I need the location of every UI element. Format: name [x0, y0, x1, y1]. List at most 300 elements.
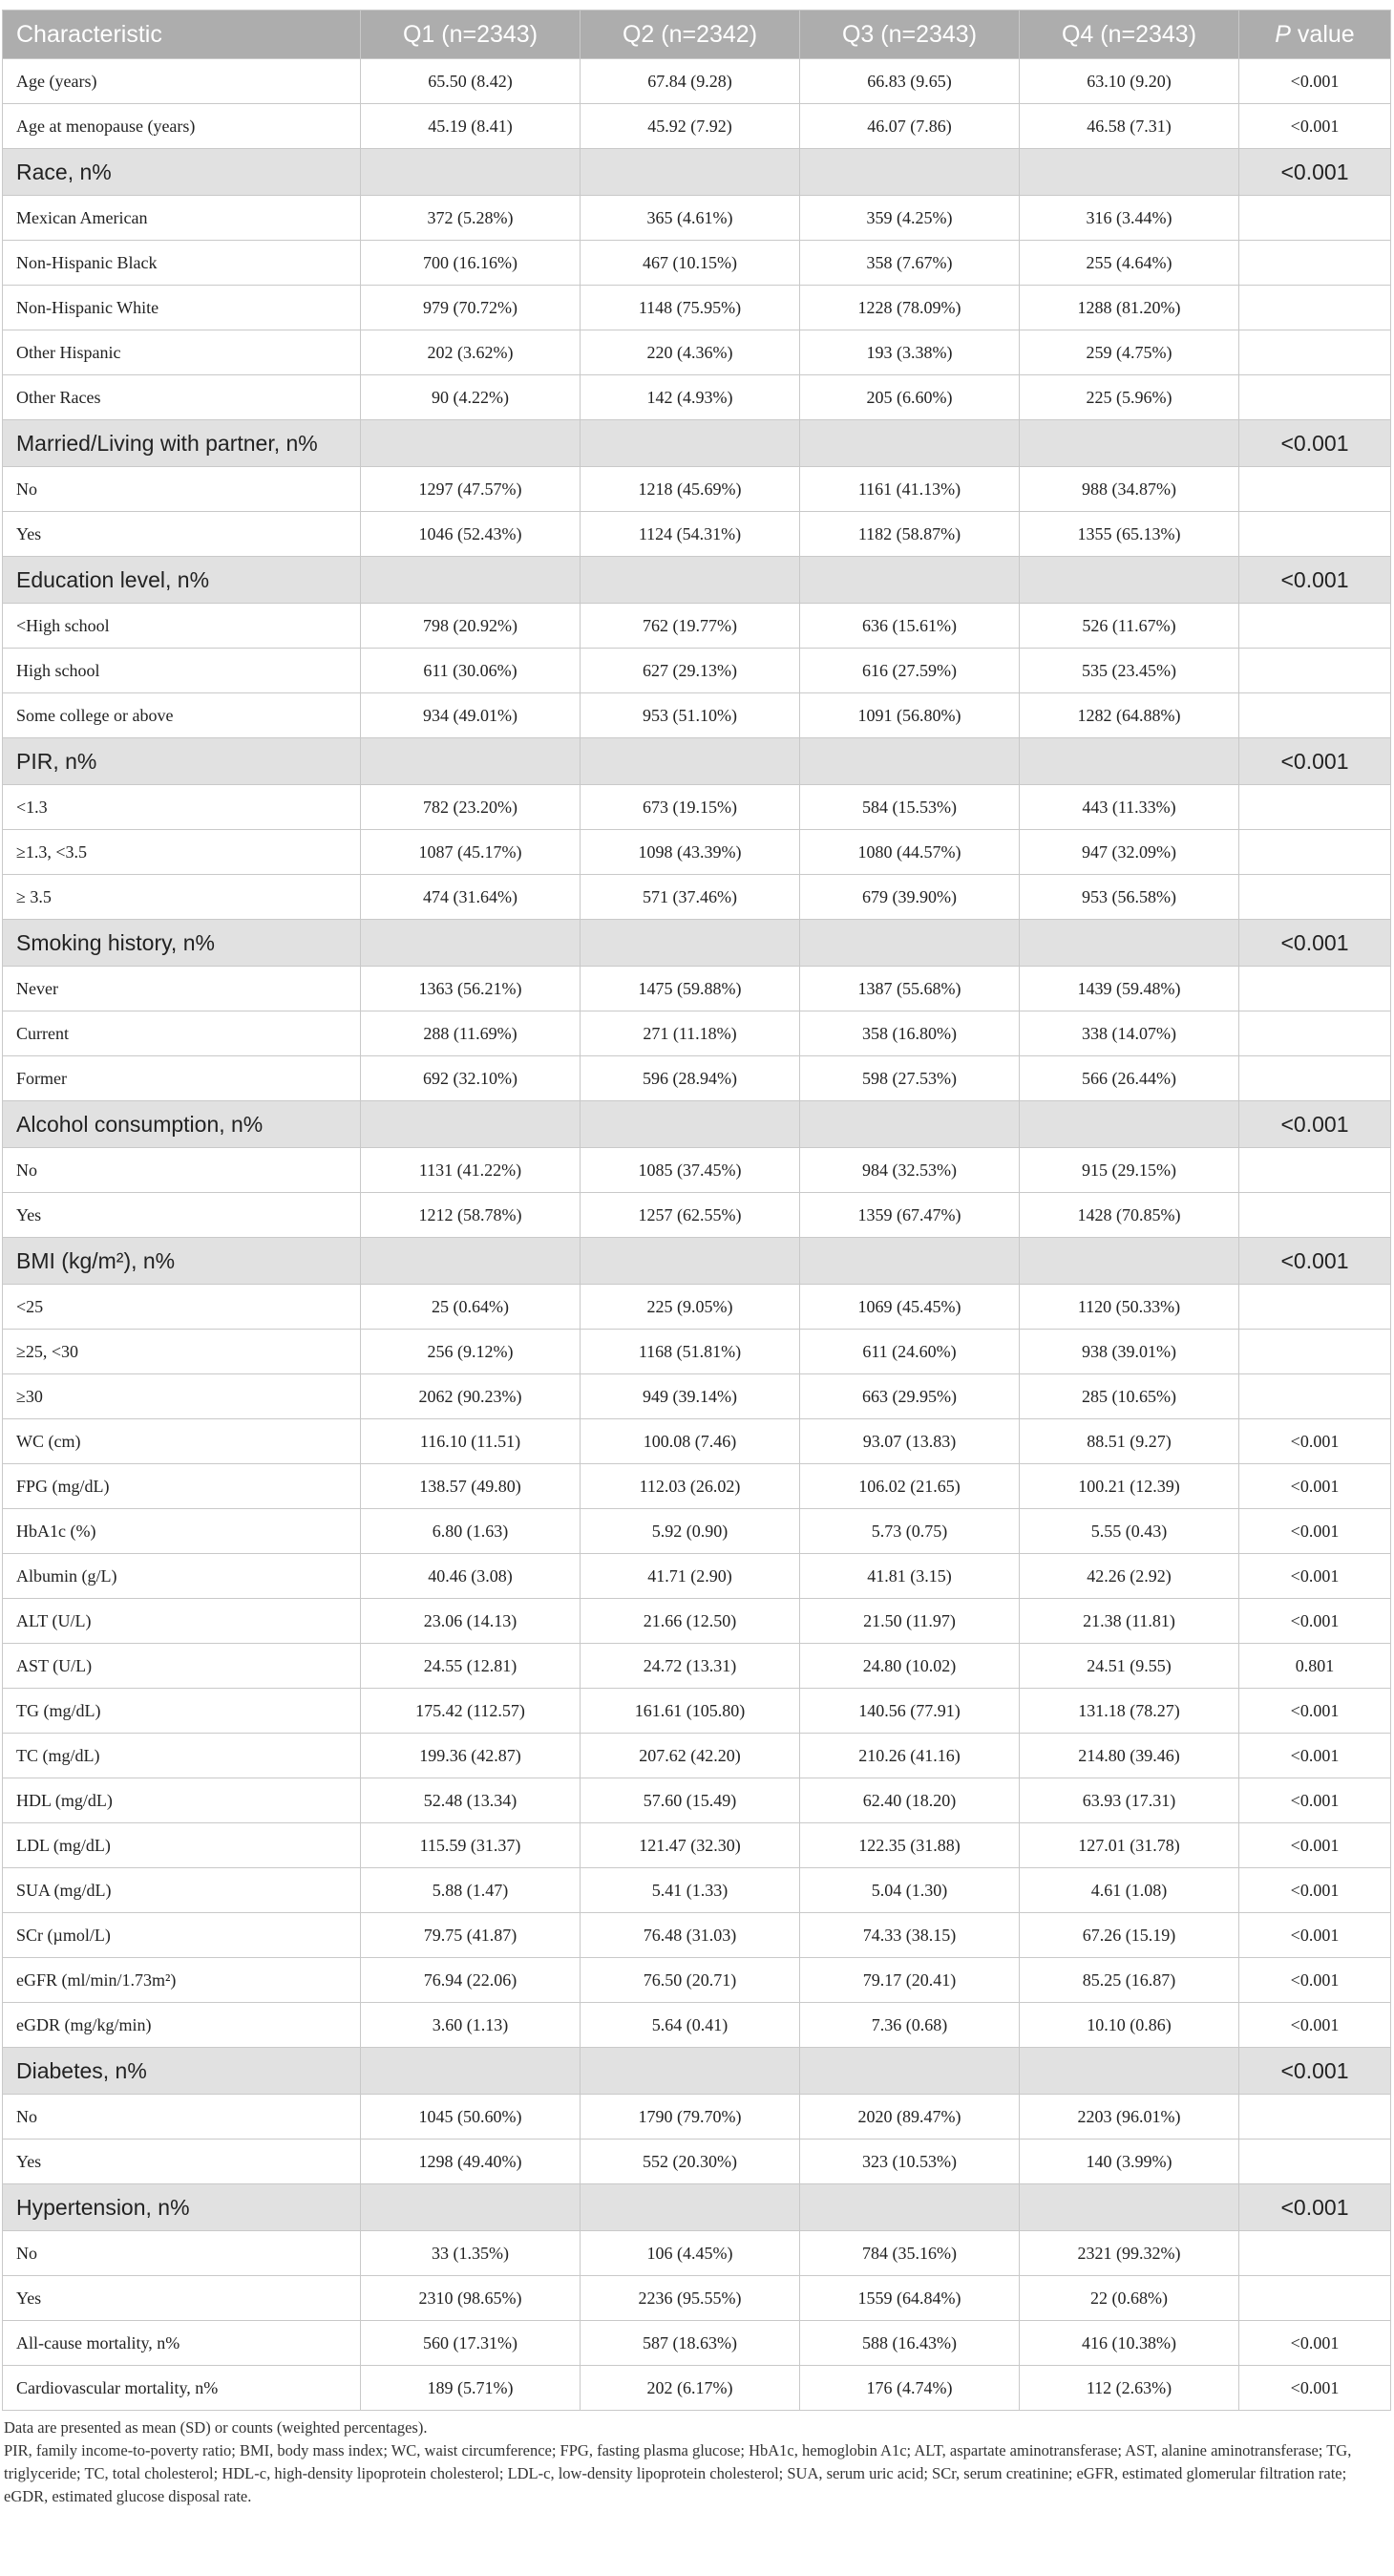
cell-p-value: <0.001	[1239, 420, 1391, 467]
cell-characteristic: <High school	[3, 604, 361, 649]
cell-p-value: <0.001	[1239, 1823, 1391, 1868]
cell-q4	[1020, 920, 1239, 967]
cell-p-value	[1239, 1374, 1391, 1419]
cell-p-value: <0.001	[1239, 2003, 1391, 2048]
cell-q3: 79.17 (20.41)	[800, 1958, 1020, 2003]
table-row	[3, 785, 1391, 830]
cell-p-value	[1239, 875, 1391, 920]
table-row	[3, 104, 1391, 149]
cell-characteristic: No	[3, 1148, 361, 1193]
section-header-row	[3, 149, 1391, 196]
cell-q3: 205 (6.60%)	[800, 375, 1020, 420]
cell-p-value	[1239, 286, 1391, 330]
cell-q4: 10.10 (0.86)	[1020, 2003, 1239, 2048]
section-header-row	[3, 1101, 1391, 1148]
cell-characteristic: Non-Hispanic White	[3, 286, 361, 330]
cell-q2: 1218 (45.69%)	[581, 467, 800, 512]
header-p-rest: value	[1290, 20, 1355, 48]
cell-q4: 63.93 (17.31)	[1020, 1778, 1239, 1823]
cell-q2: 1475 (59.88%)	[581, 967, 800, 1011]
cell-q2: 207.62 (42.20)	[581, 1734, 800, 1778]
table-row	[3, 1011, 1391, 1056]
cell-q2: 202 (6.17%)	[581, 2366, 800, 2411]
cell-q1: 115.59 (31.37)	[361, 1823, 581, 1868]
cell-q3	[800, 557, 1020, 604]
cell-q3: 7.36 (0.68)	[800, 2003, 1020, 2048]
cell-p-value: <0.001	[1239, 1238, 1391, 1285]
cell-q4: 214.80 (39.46)	[1020, 1734, 1239, 1778]
cell-q4: 255 (4.64%)	[1020, 241, 1239, 286]
cell-characteristic: All-cause mortality, n%	[3, 2321, 361, 2366]
cell-q2: 571 (37.46%)	[581, 875, 800, 920]
table-row	[3, 1509, 1391, 1554]
cell-p-value	[1239, 2140, 1391, 2184]
cell-p-value: <0.001	[1239, 1958, 1391, 2003]
cell-p-value: <0.001	[1239, 2184, 1391, 2231]
cell-p-value: <0.001	[1239, 2048, 1391, 2095]
cell-q2: 271 (11.18%)	[581, 1011, 800, 1056]
cell-q2: 673 (19.15%)	[581, 785, 800, 830]
cell-q1	[361, 2184, 581, 2231]
header-q3: Q3 (n=2343)	[800, 11, 1020, 59]
cell-q1: 782 (23.20%)	[361, 785, 581, 830]
cell-q1: 199.36 (42.87)	[361, 1734, 581, 1778]
cell-q3	[800, 920, 1020, 967]
cell-q1: 76.94 (22.06)	[361, 1958, 581, 2003]
cell-p-value	[1239, 1011, 1391, 1056]
cell-characteristic: HDL (mg/dL)	[3, 1778, 361, 1823]
cell-q4: 953 (56.58%)	[1020, 875, 1239, 920]
cell-q1	[361, 1238, 581, 1285]
cell-q4: 443 (11.33%)	[1020, 785, 1239, 830]
cell-q3: 1387 (55.68%)	[800, 967, 1020, 1011]
cell-characteristic: No	[3, 2231, 361, 2276]
table-row	[3, 1734, 1391, 1778]
cell-q2: 225 (9.05%)	[581, 1285, 800, 1330]
cell-q3: 21.50 (11.97)	[800, 1599, 1020, 1644]
cell-p-value: <0.001	[1239, 557, 1391, 604]
cell-characteristic: ≥1.3, <3.5	[3, 830, 361, 875]
cell-q3: 93.07 (13.83)	[800, 1419, 1020, 1464]
table-row	[3, 2003, 1391, 2048]
cell-characteristic: ≥30	[3, 1374, 361, 1419]
table-row	[3, 241, 1391, 286]
cell-q4: 4.61 (1.08)	[1020, 1868, 1239, 1913]
cell-p-value: <0.001	[1239, 2321, 1391, 2366]
cell-characteristic: Education level, n%	[3, 557, 361, 604]
cell-q2	[581, 1101, 800, 1148]
header-characteristic: Characteristic	[3, 11, 361, 59]
cell-q3: 598 (27.53%)	[800, 1056, 1020, 1101]
cell-q4: 100.21 (12.39)	[1020, 1464, 1239, 1509]
cell-p-value: <0.001	[1239, 1868, 1391, 1913]
cell-q2: 161.61 (105.80)	[581, 1689, 800, 1734]
cell-q2: 762 (19.77%)	[581, 604, 800, 649]
cell-q2: 5.64 (0.41)	[581, 2003, 800, 2048]
cell-q2: 112.03 (26.02)	[581, 1464, 800, 1509]
table-row	[3, 1554, 1391, 1599]
cell-characteristic: Some college or above	[3, 693, 361, 738]
cell-q2	[581, 149, 800, 196]
cell-q2: 41.71 (2.90)	[581, 1554, 800, 1599]
table-row	[3, 1193, 1391, 1238]
table-row	[3, 196, 1391, 241]
cell-q2: 949 (39.14%)	[581, 1374, 800, 1419]
cell-q4: 88.51 (9.27)	[1020, 1419, 1239, 1464]
cell-q3: 611 (24.60%)	[800, 1330, 1020, 1374]
cell-q1	[361, 1101, 581, 1148]
cell-q1: 90 (4.22%)	[361, 375, 581, 420]
footnote-abbreviations: PIR, family income-to-poverty ratio; BMI, body mass index; WC, waist circumference; FPG, fasting plasma glucose; HbA1c, hemoglobin A1c; ALT, aspartate aminotransferase; AST, alanine aminotransferase; TG, triglyceride; TC, total cholesterol; HDL-c, high-density lipoprotein cholesterol; LDL-c, low-density lipoprotein cholesterol; SUA, serum uric acid; SCr, serum creatinine; eGFR, estimated glomerular filtration rate; eGDR, estimated glucose disposal rate.	[4, 2441, 1352, 2505]
cell-q4	[1020, 557, 1239, 604]
cell-q3: 1559 (64.84%)	[800, 2276, 1020, 2321]
baseline-characteristics-table	[2, 10, 1391, 2411]
cell-p-value: <0.001	[1239, 1509, 1391, 1554]
cell-q1: 256 (9.12%)	[361, 1330, 581, 1374]
cell-characteristic: BMI (kg/m²), n%	[3, 1238, 361, 1285]
table-row	[3, 286, 1391, 330]
cell-q1: 2062 (90.23%)	[361, 1374, 581, 1419]
cell-q1: 560 (17.31%)	[361, 2321, 581, 2366]
cell-characteristic: Age at menopause (years)	[3, 104, 361, 149]
cell-q2: 587 (18.63%)	[581, 2321, 800, 2366]
cell-q4: 112 (2.63%)	[1020, 2366, 1239, 2411]
cell-q2	[581, 2048, 800, 2095]
cell-q1: 1297 (47.57%)	[361, 467, 581, 512]
cell-q4: 127.01 (31.78)	[1020, 1823, 1239, 1868]
table-row	[3, 1148, 1391, 1193]
cell-p-value: <0.001	[1239, 1464, 1391, 1509]
cell-q3: 663 (29.95%)	[800, 1374, 1020, 1419]
cell-p-value	[1239, 1330, 1391, 1374]
cell-characteristic: Former	[3, 1056, 361, 1101]
cell-q1: 6.80 (1.63)	[361, 1509, 581, 1554]
cell-q3: 323 (10.53%)	[800, 2140, 1020, 2184]
cell-q3: 62.40 (18.20)	[800, 1778, 1020, 1823]
cell-p-value	[1239, 2095, 1391, 2140]
cell-characteristic: Other Races	[3, 375, 361, 420]
table-row	[3, 1958, 1391, 2003]
cell-characteristic: Yes	[3, 1193, 361, 1238]
cell-q3: 1228 (78.09%)	[800, 286, 1020, 330]
table-row	[3, 2140, 1391, 2184]
cell-q4: 67.26 (15.19)	[1020, 1913, 1239, 1958]
cell-q2: 953 (51.10%)	[581, 693, 800, 738]
table-row	[3, 649, 1391, 693]
cell-q2: 220 (4.36%)	[581, 330, 800, 375]
cell-q2: 1257 (62.55%)	[581, 1193, 800, 1238]
cell-characteristic: ALT (U/L)	[3, 1599, 361, 1644]
table-body	[3, 59, 1391, 2411]
cell-q4	[1020, 1238, 1239, 1285]
cell-q1: 5.88 (1.47)	[361, 1868, 581, 1913]
cell-q1: 934 (49.01%)	[361, 693, 581, 738]
cell-q4: 5.55 (0.43)	[1020, 1509, 1239, 1554]
cell-q1: 24.55 (12.81)	[361, 1644, 581, 1689]
cell-p-value	[1239, 375, 1391, 420]
cell-q1: 474 (31.64%)	[361, 875, 581, 920]
cell-q2: 24.72 (13.31)	[581, 1644, 800, 1689]
cell-q4: 21.38 (11.81)	[1020, 1599, 1239, 1644]
cell-q4: 1355 (65.13%)	[1020, 512, 1239, 557]
cell-q2	[581, 2184, 800, 2231]
section-header-row	[3, 920, 1391, 967]
cell-characteristic: AST (U/L)	[3, 1644, 361, 1689]
cell-characteristic: ≥ 3.5	[3, 875, 361, 920]
cell-q1: 65.50 (8.42)	[361, 59, 581, 104]
cell-q4: 535 (23.45%)	[1020, 649, 1239, 693]
cell-q4: 988 (34.87%)	[1020, 467, 1239, 512]
cell-q4	[1020, 2184, 1239, 2231]
cell-q1: 1045 (50.60%)	[361, 2095, 581, 2140]
cell-q3	[800, 1238, 1020, 1285]
cell-q1	[361, 149, 581, 196]
cell-q1	[361, 2048, 581, 2095]
table-row	[3, 1599, 1391, 1644]
cell-p-value	[1239, 467, 1391, 512]
cell-q1: 79.75 (41.87)	[361, 1913, 581, 1958]
cell-characteristic: No	[3, 467, 361, 512]
footnote-presentation: Data are presented as mean (SD) or counts (weighted percentages).	[4, 2418, 428, 2437]
cell-q4	[1020, 1101, 1239, 1148]
cell-p-value: <0.001	[1239, 1913, 1391, 1958]
cell-q2: 365 (4.61%)	[581, 196, 800, 241]
cell-q3: 193 (3.38%)	[800, 330, 1020, 375]
cell-q1: 1131 (41.22%)	[361, 1148, 581, 1193]
cell-q4	[1020, 2048, 1239, 2095]
cell-q2: 1085 (37.45%)	[581, 1148, 800, 1193]
cell-p-value	[1239, 1148, 1391, 1193]
table-row	[3, 2231, 1391, 2276]
cell-characteristic: HbA1c (%)	[3, 1509, 361, 1554]
cell-characteristic: No	[3, 2095, 361, 2140]
cell-q4: 526 (11.67%)	[1020, 604, 1239, 649]
cell-p-value: <0.001	[1239, 104, 1391, 149]
cell-q3: 1080 (44.57%)	[800, 830, 1020, 875]
cell-q4: 416 (10.38%)	[1020, 2321, 1239, 2366]
cell-q2: 106 (4.45%)	[581, 2231, 800, 2276]
cell-characteristic: Non-Hispanic Black	[3, 241, 361, 286]
cell-q3: 358 (7.67%)	[800, 241, 1020, 286]
table-row	[3, 1689, 1391, 1734]
cell-q1	[361, 420, 581, 467]
table-row	[3, 512, 1391, 557]
cell-q1	[361, 557, 581, 604]
table-row	[3, 1419, 1391, 1464]
cell-q1: 52.48 (13.34)	[361, 1778, 581, 1823]
baseline-table-container	[2, 10, 1390, 2508]
cell-q3	[800, 2048, 1020, 2095]
table-row	[3, 875, 1391, 920]
cell-q4: 285 (10.65%)	[1020, 1374, 1239, 1419]
cell-p-value	[1239, 1193, 1391, 1238]
cell-characteristic: WC (cm)	[3, 1419, 361, 1464]
cell-p-value	[1239, 196, 1391, 241]
table-header-row	[3, 11, 1391, 59]
cell-q1: 33 (1.35%)	[361, 2231, 581, 2276]
cell-q3: 1182 (58.87%)	[800, 512, 1020, 557]
table-row	[3, 2095, 1391, 2140]
cell-q1: 700 (16.16%)	[361, 241, 581, 286]
cell-characteristic: Mexican American	[3, 196, 361, 241]
cell-characteristic: Yes	[3, 512, 361, 557]
cell-q4: 63.10 (9.20)	[1020, 59, 1239, 104]
cell-q3	[800, 420, 1020, 467]
cell-q4: 46.58 (7.31)	[1020, 104, 1239, 149]
cell-q3: 1161 (41.13%)	[800, 467, 1020, 512]
cell-q3: 122.35 (31.88)	[800, 1823, 1020, 1868]
cell-p-value: <0.001	[1239, 1778, 1391, 1823]
table-row	[3, 1644, 1391, 1689]
cell-q3: 1069 (45.45%)	[800, 1285, 1020, 1330]
table-row	[3, 2366, 1391, 2411]
cell-q4: 1282 (64.88%)	[1020, 693, 1239, 738]
cell-characteristic: <25	[3, 1285, 361, 1330]
cell-q1: 138.57 (49.80)	[361, 1464, 581, 1509]
cell-characteristic: Other Hispanic	[3, 330, 361, 375]
cell-q4: 1428 (70.85%)	[1020, 1193, 1239, 1238]
cell-q1: 202 (3.62%)	[361, 330, 581, 375]
cell-q1: 2310 (98.65%)	[361, 2276, 581, 2321]
table-row	[3, 375, 1391, 420]
cell-q3: 74.33 (38.15)	[800, 1913, 1020, 1958]
cell-q2: 142 (4.93%)	[581, 375, 800, 420]
table-row	[3, 1056, 1391, 1101]
table-row	[3, 830, 1391, 875]
cell-q2: 1168 (51.81%)	[581, 1330, 800, 1374]
cell-q4: 915 (29.15%)	[1020, 1148, 1239, 1193]
table-row	[3, 693, 1391, 738]
cell-q2: 1148 (75.95%)	[581, 286, 800, 330]
cell-p-value: <0.001	[1239, 1554, 1391, 1599]
cell-characteristic: Race, n%	[3, 149, 361, 196]
cell-characteristic: Smoking history, n%	[3, 920, 361, 967]
cell-q1: 116.10 (11.51)	[361, 1419, 581, 1464]
cell-q1: 798 (20.92%)	[361, 604, 581, 649]
cell-characteristic: FPG (mg/dL)	[3, 1464, 361, 1509]
section-header-row	[3, 557, 1391, 604]
cell-p-value	[1239, 830, 1391, 875]
section-header-row	[3, 420, 1391, 467]
cell-characteristic: SCr (µmol/L)	[3, 1913, 361, 1958]
cell-p-value	[1239, 2276, 1391, 2321]
cell-q2: 596 (28.94%)	[581, 1056, 800, 1101]
cell-q1: 25 (0.64%)	[361, 1285, 581, 1330]
cell-characteristic: Albumin (g/L)	[3, 1554, 361, 1599]
cell-q4: 1439 (59.48%)	[1020, 967, 1239, 1011]
cell-p-value: <0.001	[1239, 1599, 1391, 1644]
cell-q1: 1212 (58.78%)	[361, 1193, 581, 1238]
cell-q1	[361, 738, 581, 785]
table-row	[3, 330, 1391, 375]
cell-q3: 1091 (56.80%)	[800, 693, 1020, 738]
table-row	[3, 604, 1391, 649]
cell-p-value	[1239, 1056, 1391, 1101]
cell-q4	[1020, 738, 1239, 785]
cell-p-value	[1239, 693, 1391, 738]
cell-q3	[800, 738, 1020, 785]
cell-q2: 76.48 (31.03)	[581, 1913, 800, 1958]
cell-q1: 692 (32.10%)	[361, 1056, 581, 1101]
cell-characteristic: TG (mg/dL)	[3, 1689, 361, 1734]
cell-q4: 22 (0.68%)	[1020, 2276, 1239, 2321]
cell-q2: 5.41 (1.33)	[581, 1868, 800, 1913]
cell-q4: 24.51 (9.55)	[1020, 1644, 1239, 1689]
cell-q3: 1359 (67.47%)	[800, 1193, 1020, 1238]
table-row	[3, 1374, 1391, 1419]
cell-q1: 189 (5.71%)	[361, 2366, 581, 2411]
cell-characteristic: Diabetes, n%	[3, 2048, 361, 2095]
cell-q4: 225 (5.96%)	[1020, 375, 1239, 420]
cell-q3: 679 (39.90%)	[800, 875, 1020, 920]
cell-q2: 21.66 (12.50)	[581, 1599, 800, 1644]
table-row	[3, 1868, 1391, 1913]
table-row	[3, 1778, 1391, 1823]
cell-p-value: <0.001	[1239, 149, 1391, 196]
cell-characteristic: Age (years)	[3, 59, 361, 104]
cell-characteristic: <1.3	[3, 785, 361, 830]
cell-q3: 359 (4.25%)	[800, 196, 1020, 241]
cell-q3: 106.02 (21.65)	[800, 1464, 1020, 1509]
section-header-row	[3, 1238, 1391, 1285]
cell-q4: 131.18 (78.27)	[1020, 1689, 1239, 1734]
cell-q3: 784 (35.16%)	[800, 2231, 1020, 2276]
cell-q1	[361, 920, 581, 967]
table-footnotes	[2, 2416, 1390, 2508]
cell-characteristic: TC (mg/dL)	[3, 1734, 361, 1778]
cell-p-value: <0.001	[1239, 1689, 1391, 1734]
cell-q4: 316 (3.44%)	[1020, 196, 1239, 241]
cell-q1: 1087 (45.17%)	[361, 830, 581, 875]
cell-q2	[581, 557, 800, 604]
cell-q1: 45.19 (8.41)	[361, 104, 581, 149]
cell-q1: 288 (11.69%)	[361, 1011, 581, 1056]
cell-q3: 66.83 (9.65)	[800, 59, 1020, 104]
cell-q4	[1020, 420, 1239, 467]
table-row	[3, 967, 1391, 1011]
cell-q3: 588 (16.43%)	[800, 2321, 1020, 2366]
cell-p-value	[1239, 2231, 1391, 2276]
cell-q3: 210.26 (41.16)	[800, 1734, 1020, 1778]
cell-q4: 2321 (99.32%)	[1020, 2231, 1239, 2276]
cell-characteristic: Married/Living with partner, n%	[3, 420, 361, 467]
cell-q4: 947 (32.09%)	[1020, 830, 1239, 875]
cell-q2: 552 (20.30%)	[581, 2140, 800, 2184]
cell-p-value	[1239, 241, 1391, 286]
cell-q2: 121.47 (32.30)	[581, 1823, 800, 1868]
cell-q3: 584 (15.53%)	[800, 785, 1020, 830]
cell-q1: 40.46 (3.08)	[361, 1554, 581, 1599]
cell-q3: 358 (16.80%)	[800, 1011, 1020, 1056]
cell-p-value	[1239, 512, 1391, 557]
cell-q3: 636 (15.61%)	[800, 604, 1020, 649]
cell-q3	[800, 2184, 1020, 2231]
cell-q1: 979 (70.72%)	[361, 286, 581, 330]
table-row	[3, 1330, 1391, 1374]
cell-p-value: <0.001	[1239, 1734, 1391, 1778]
cell-characteristic: Hypertension, n%	[3, 2184, 361, 2231]
cell-q2	[581, 738, 800, 785]
cell-q1: 611 (30.06%)	[361, 649, 581, 693]
cell-q2: 2236 (95.55%)	[581, 2276, 800, 2321]
cell-p-value	[1239, 785, 1391, 830]
cell-characteristic: SUA (mg/dL)	[3, 1868, 361, 1913]
table-row	[3, 2321, 1391, 2366]
cell-characteristic: Yes	[3, 2140, 361, 2184]
cell-p-value: <0.001	[1239, 1101, 1391, 1148]
table-row	[3, 1285, 1391, 1330]
cell-q2: 1098 (43.39%)	[581, 830, 800, 875]
